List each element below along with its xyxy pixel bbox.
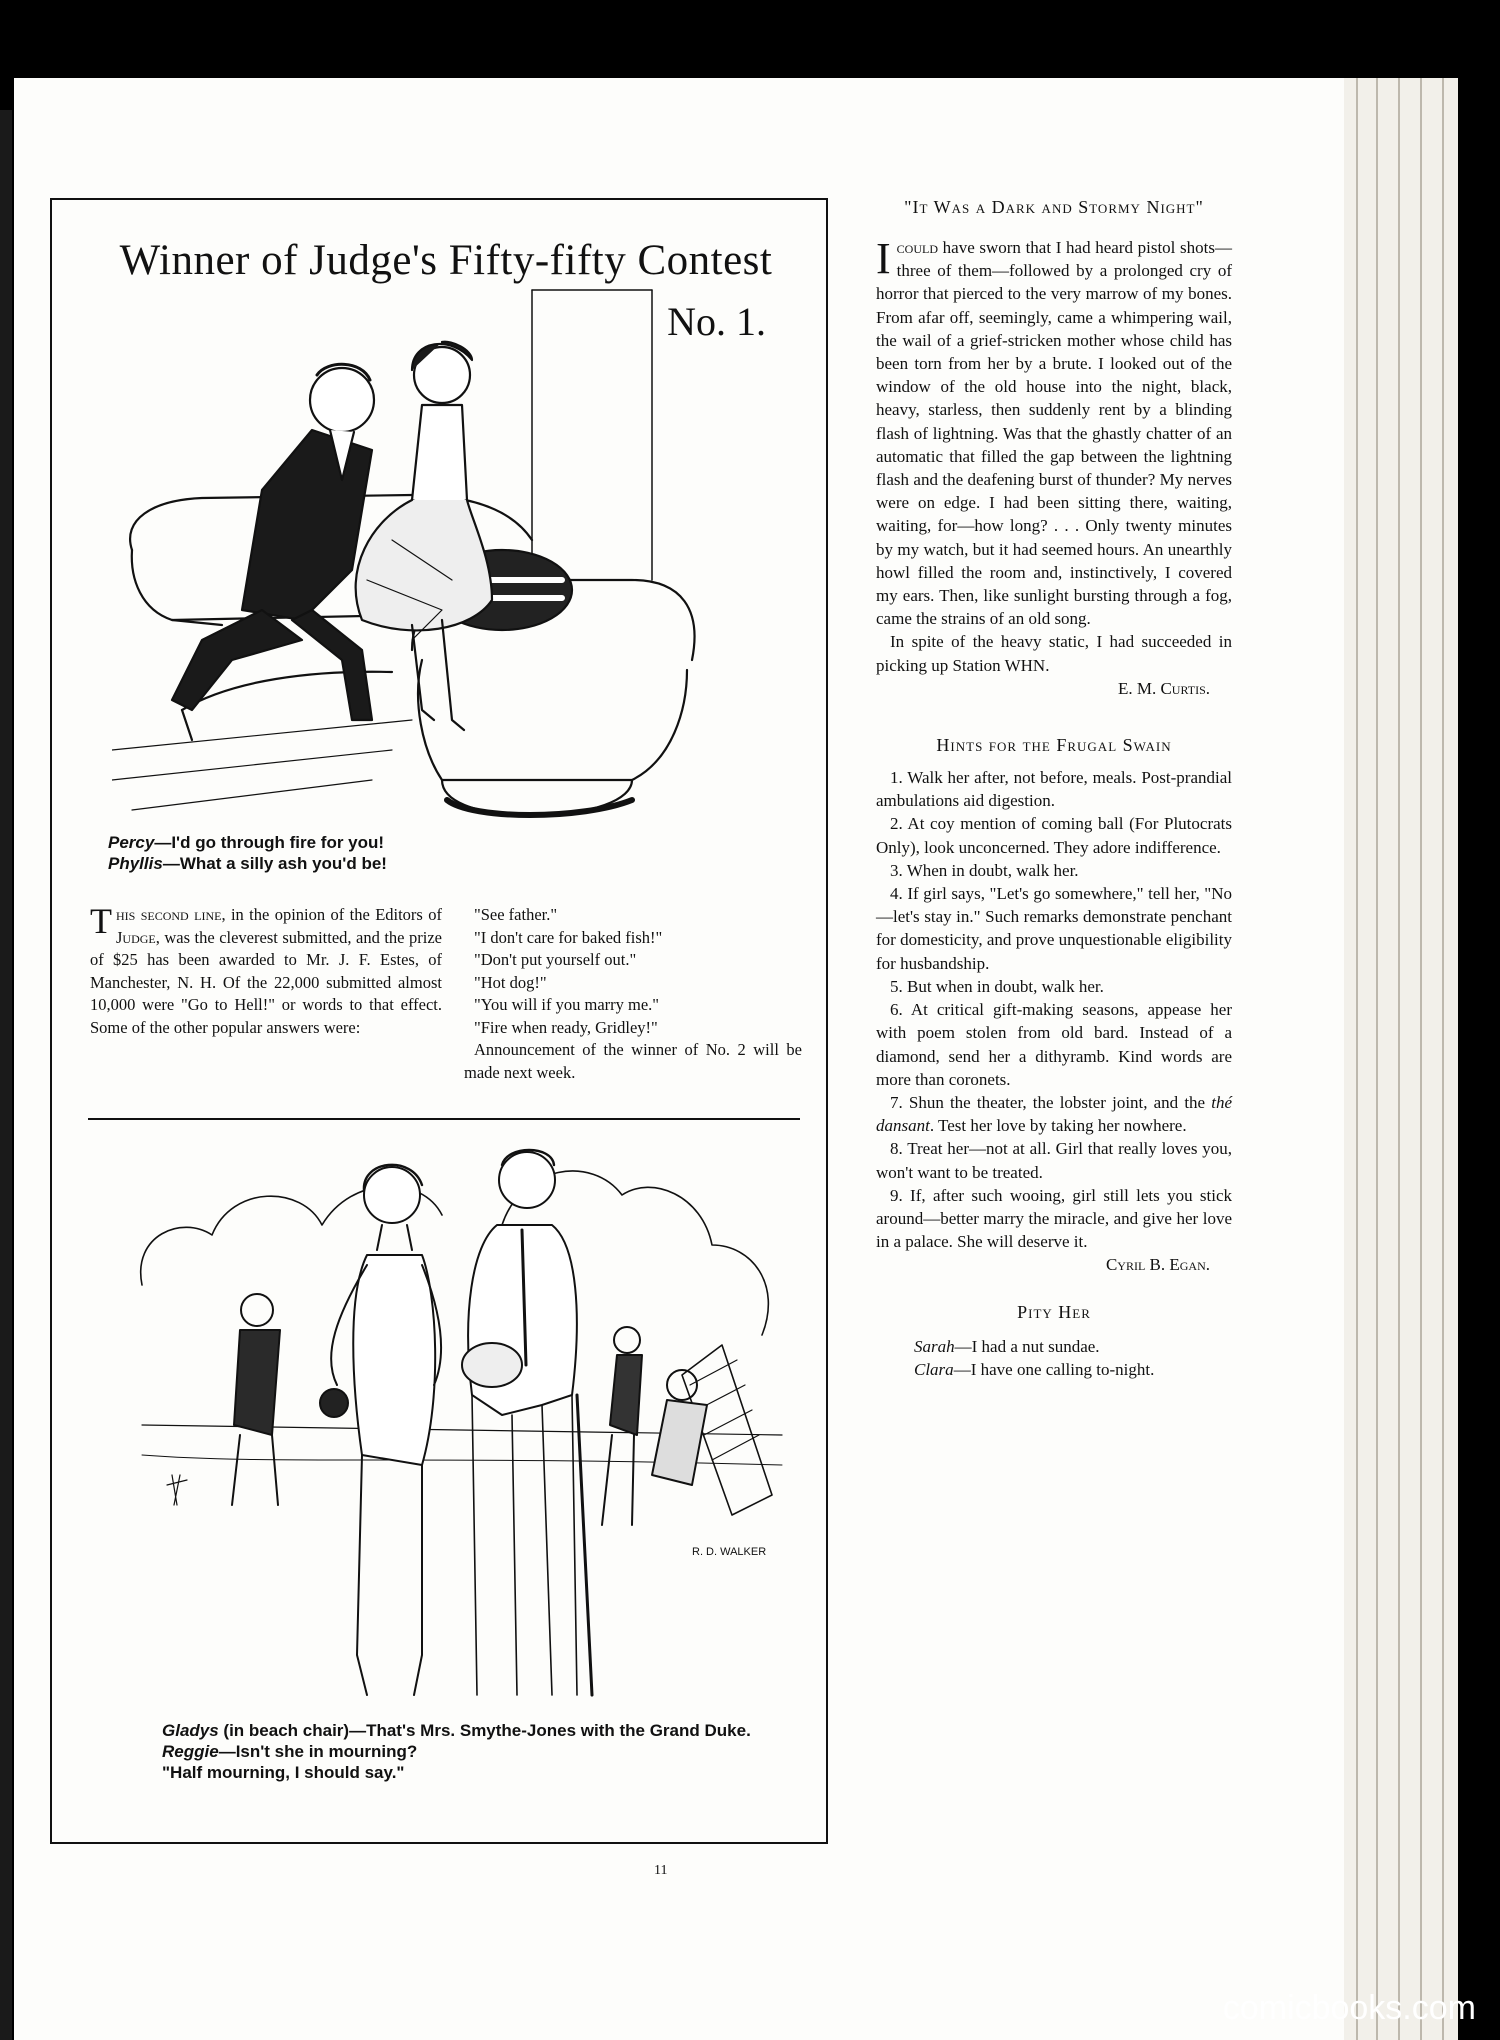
story-text-2: In spite of the heavy static, I had succeeded in picking up Station WHN.	[876, 632, 1232, 675]
caption-speaker-gladys: Gladys	[162, 1721, 219, 1740]
contest-text-2: , was the cleverest submitted, and the prize of $25 has been awarded to Mr. J. F. Estes, of Manchester, N. H. Of the 22,000 submitted almost 10,000 were "Go to Hell!" or words to that effect. Some of the other popular answers were:	[90, 927, 442, 1037]
hint-item: 5. But when in doubt, walk her.	[890, 976, 1104, 996]
pity-line-clara: —I have one calling to-night.	[953, 1359, 1155, 1379]
contest-text: , in the opinion of the Editors of	[221, 905, 442, 924]
pity-speaker-clara: Clara	[914, 1359, 954, 1379]
caption-line-gladys: (in beach chair)—That's Mrs. Smythe-Jones with the Grand Duke.	[218, 1721, 751, 1740]
hint-7-text: 7. Shun the theater, the lobster joint, and the	[890, 1092, 1212, 1112]
hints-list	[876, 766, 1232, 1276]
answer-item: "See father."	[474, 905, 558, 924]
answer-item: "Hot dog!"	[474, 972, 547, 992]
pity-speaker-sarah: Sarah	[914, 1336, 955, 1356]
artist-signature: R. D. WALKER	[692, 1546, 767, 1558]
answer-item: "You will if you marry me."	[474, 995, 660, 1014]
beach-cartoon-illustration	[122, 1135, 802, 1755]
caption-line-phyllis: —What a silly ash you'd be!	[162, 854, 387, 873]
story-opening: could	[896, 238, 938, 257]
story-body	[876, 236, 1232, 700]
page-edges	[1344, 78, 1458, 2040]
caption-speaker-reggie: Reggie	[162, 1742, 219, 1761]
story-text: have sworn that I had heard pistol shots—three of them—followed by a prolonged cry of horror that pierced to the very marrow of my bones. From afar off, seemingly, came a whimpering wail, the wail of a grief-stricken mother whose child has been torn from her by a brute. I looked out of the window of the old house into the night, black, heavy, starless, then suddenly rent by a blinding flash of lightning. Was that the ghastly chatter of an automatic that filled the gap between the lightning flash and the deafening burst of thunder? My nerves were on edge. I had been sitting there, waiting, waiting, for—how long? . . . Only twenty minutes by my watch, but it had seemed hours. An unearthly howl filled the room and, instinctively, I covered my ears. Then, like sunlight bursting through a fog, came the strains of an old song.	[876, 238, 1232, 629]
page-number: 11	[654, 1863, 668, 1878]
contest-right-column	[464, 904, 802, 1084]
answer-item: "I don't care for baked fish!"	[474, 927, 663, 947]
caption-speaker-phyllis: Phyllis	[108, 854, 163, 873]
caption-line-reggie: —Isn't she in mourning?	[218, 1742, 418, 1761]
pity-title: Pity Her	[1017, 1301, 1091, 1322]
contest-box	[50, 198, 828, 1844]
sofa-cartoon-illustration	[112, 280, 752, 825]
hints-author: Cyril B. Egan.	[1105, 1255, 1210, 1275]
site-watermark: comicbooks.com	[1222, 1989, 1476, 2027]
page-edge-line	[1420, 78, 1422, 2040]
hint-item-7	[876, 1091, 1232, 1137]
answer-item: "Fire when ready, Gridley!"	[474, 1017, 658, 1037]
beach-cartoon-caption	[162, 1720, 782, 1783]
caption-line-percy: —I'd go through fire for you!	[154, 833, 385, 852]
story-author: E. M. Curtis.	[1117, 678, 1210, 698]
hint-item: 8. Treat her—not at all. Girl that really loves you, won't want to be treated.	[876, 1139, 1232, 1182]
section-divider	[88, 1118, 800, 1120]
page-edge-line	[1442, 78, 1444, 2040]
judge-name: Judge	[116, 927, 156, 947]
hint-item: 3. When in doubt, walk her.	[890, 860, 1079, 880]
hint-item: 4. If girl says, "Let's go somewhere," tell her, "No—let's stay in." Such remarks demonstrate penchant for domesticity, and prove unquestionable eligibility for husbandship.	[876, 884, 1232, 973]
caption-speaker-percy: Percy	[108, 833, 155, 852]
book-spine	[0, 110, 12, 2040]
hints-title: Hints for the Frugal Swain	[936, 735, 1172, 756]
next-week-announcement: Announcement of the winner of No. 2 will be made next week.	[464, 1040, 802, 1082]
contest-number: No. 1.	[667, 299, 766, 344]
page-edge-line	[1376, 78, 1378, 2040]
page-edge-line	[1398, 78, 1400, 2040]
contest-left-column	[90, 901, 442, 1039]
caption-line-reply: "Half mourning, I should say."	[162, 1763, 405, 1782]
page-edge-line	[1356, 78, 1358, 2040]
hint-item: 9. If, after such wooing, girl still lets you stick around—better marry the miracle, and give her love in a palace. She will deserve it.	[876, 1185, 1232, 1252]
sofa-cartoon-caption	[108, 832, 708, 874]
hint-7-italic: thé dansant	[876, 1092, 1232, 1136]
answer-item: "Don't put yourself out."	[474, 950, 637, 969]
pity-dialogue	[876, 1335, 1232, 1381]
right-column	[876, 196, 1232, 1381]
hint-7-rest: . Test her love by taking her nowhere.	[929, 1116, 1187, 1136]
hint-item: 1. Walk her after, not before, meals. Post-prandial ambulations aid digestion.	[876, 768, 1232, 811]
contest-headline: Winner of Judge's Fifty-fifty Contest	[119, 237, 773, 284]
hint-item: 6. At critical gift-making seasons, appease her with poem stolen from old bard. Instead of a diamond, send her a dithyramb. Kind words are more than coronets.	[876, 1000, 1232, 1089]
contest-opening: his second line	[116, 905, 222, 924]
dropcap-t: T	[90, 901, 112, 941]
pity-line-sarah: —I had a nut sundae.	[954, 1336, 1100, 1356]
hint-item: 2. At coy mention of coming ball (For Plutocrats Only), look unconcerned. They adore indifference.	[876, 814, 1232, 857]
dropcap-i: I	[876, 234, 891, 283]
story-title: "It Was a Dark and Stormy Night"	[904, 197, 1204, 217]
